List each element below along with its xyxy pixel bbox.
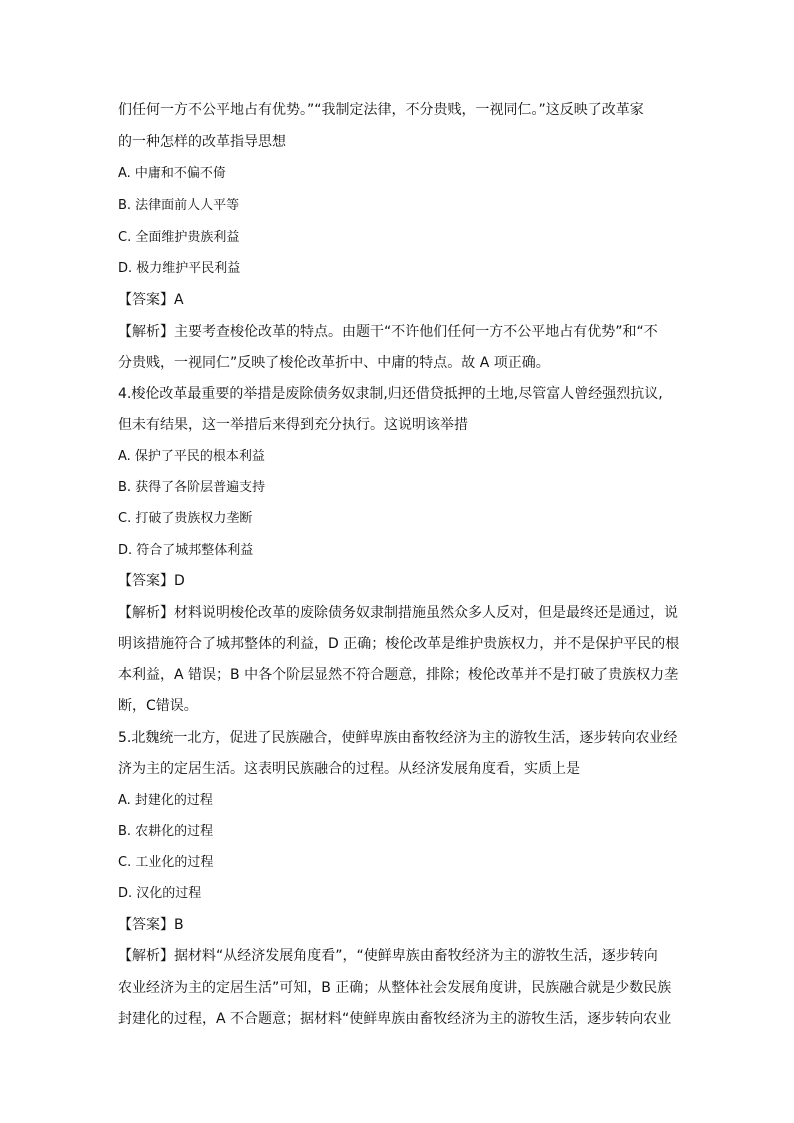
q5-option-d: D. 汉化的过程 bbox=[118, 886, 202, 901]
q3-option-c: C. 全面维护贵族利益 bbox=[118, 230, 240, 245]
q3-option-a: A. 中庸和不偏不倚 bbox=[118, 166, 226, 181]
q3-stem-line-2: 的一种怎样的改革指导思想 bbox=[118, 134, 286, 150]
q5-stem-line-1: 5.北魏统一北方，促进了民族融合，使鲜卑族由畜牧经济为主的游牧生活，逐步转向农业经 bbox=[118, 730, 678, 746]
q3-analysis-line-2: 分贵贱，一视同仁”反映了梭伦改革折中、中庸的特点。故 A 项正确。 bbox=[118, 355, 550, 371]
q4-stem-line-2: 但未有结果，这一举措后来得到充分执行。这说明该举措 bbox=[118, 417, 468, 433]
q4-analysis-line-4: 断，C错误。 bbox=[118, 698, 198, 714]
q5-option-c: C. 工业化的过程 bbox=[118, 855, 214, 870]
q4-analysis-line-2: 明该措施符合了城邦整体的利益，D 正确；梭伦改革是维护贵族权力，并不是保护平民的根 bbox=[118, 636, 680, 652]
q5-stem-line-2: 济为主的定居生活。这表明民族融合的过程。从经济发展角度看，实质上是 bbox=[118, 761, 580, 777]
q4-analysis-line-1: 【解析】材料说明梭伦改革的废除债务奴隶制措施虽然众多人反对，但是最终还是通过，说 bbox=[118, 605, 678, 621]
q4-analysis-line-3: 本利益，A 错误；B 中各个阶层显然不符合题意，排除；梭伦改革并不是打破了贵族权力垄 bbox=[118, 667, 679, 683]
q5-option-b: B. 农耕化的过程 bbox=[118, 824, 214, 839]
q4-answer: 【答案】D bbox=[118, 573, 185, 589]
q3-stem-line-1: 们任何一方不公平地占有优势。”“我制定法律，不分贵贱，一视同仁。”这反映了改革家 bbox=[118, 102, 644, 118]
q3-option-d: D. 极力维护平民利益 bbox=[118, 261, 241, 276]
q5-analysis-line-2: 农业经济为主的定居生活”可知，B 正确；从整体社会发展角度讲，民族融合就是少数民族 bbox=[118, 980, 672, 996]
q4-stem-line-1: 4.梭伦改革最重要的举措是废除债务奴隶制,归还借贷抵押的土地,尽管富人曾经强烈抗议, bbox=[118, 386, 663, 402]
q4-option-d: D. 符合了城邦整体利益 bbox=[118, 543, 254, 558]
q3-option-b: B. 法律面前人人平等 bbox=[118, 198, 240, 213]
q5-analysis-line-3: 封建化的过程，A 不合题意；据材料“使鲜卑族由畜牧经济为主的游牧生活，逐步转向农业 bbox=[118, 1011, 672, 1027]
q5-analysis-line-1: 【解析】据材料“从经济发展角度看”，“使鲜卑族由畜牧经济为主的游牧生活，逐步转向 bbox=[118, 948, 658, 964]
q3-analysis-line-1: 【解析】主要考查梭伦改革的特点。由题干“不许他们任何一方不公平地占有优势”和“不 bbox=[118, 324, 658, 340]
q5-answer: 【答案】B bbox=[118, 917, 184, 933]
q5-option-a: A. 封建化的过程 bbox=[118, 793, 213, 808]
q4-option-b: B. 获得了各阶层普遍支持 bbox=[118, 480, 266, 495]
q3-answer: 【答案】A bbox=[118, 292, 184, 308]
q4-option-c: C. 打破了贵族权力垄断 bbox=[118, 511, 253, 526]
q4-option-a: A. 保护了平民的根本利益 bbox=[118, 449, 265, 464]
